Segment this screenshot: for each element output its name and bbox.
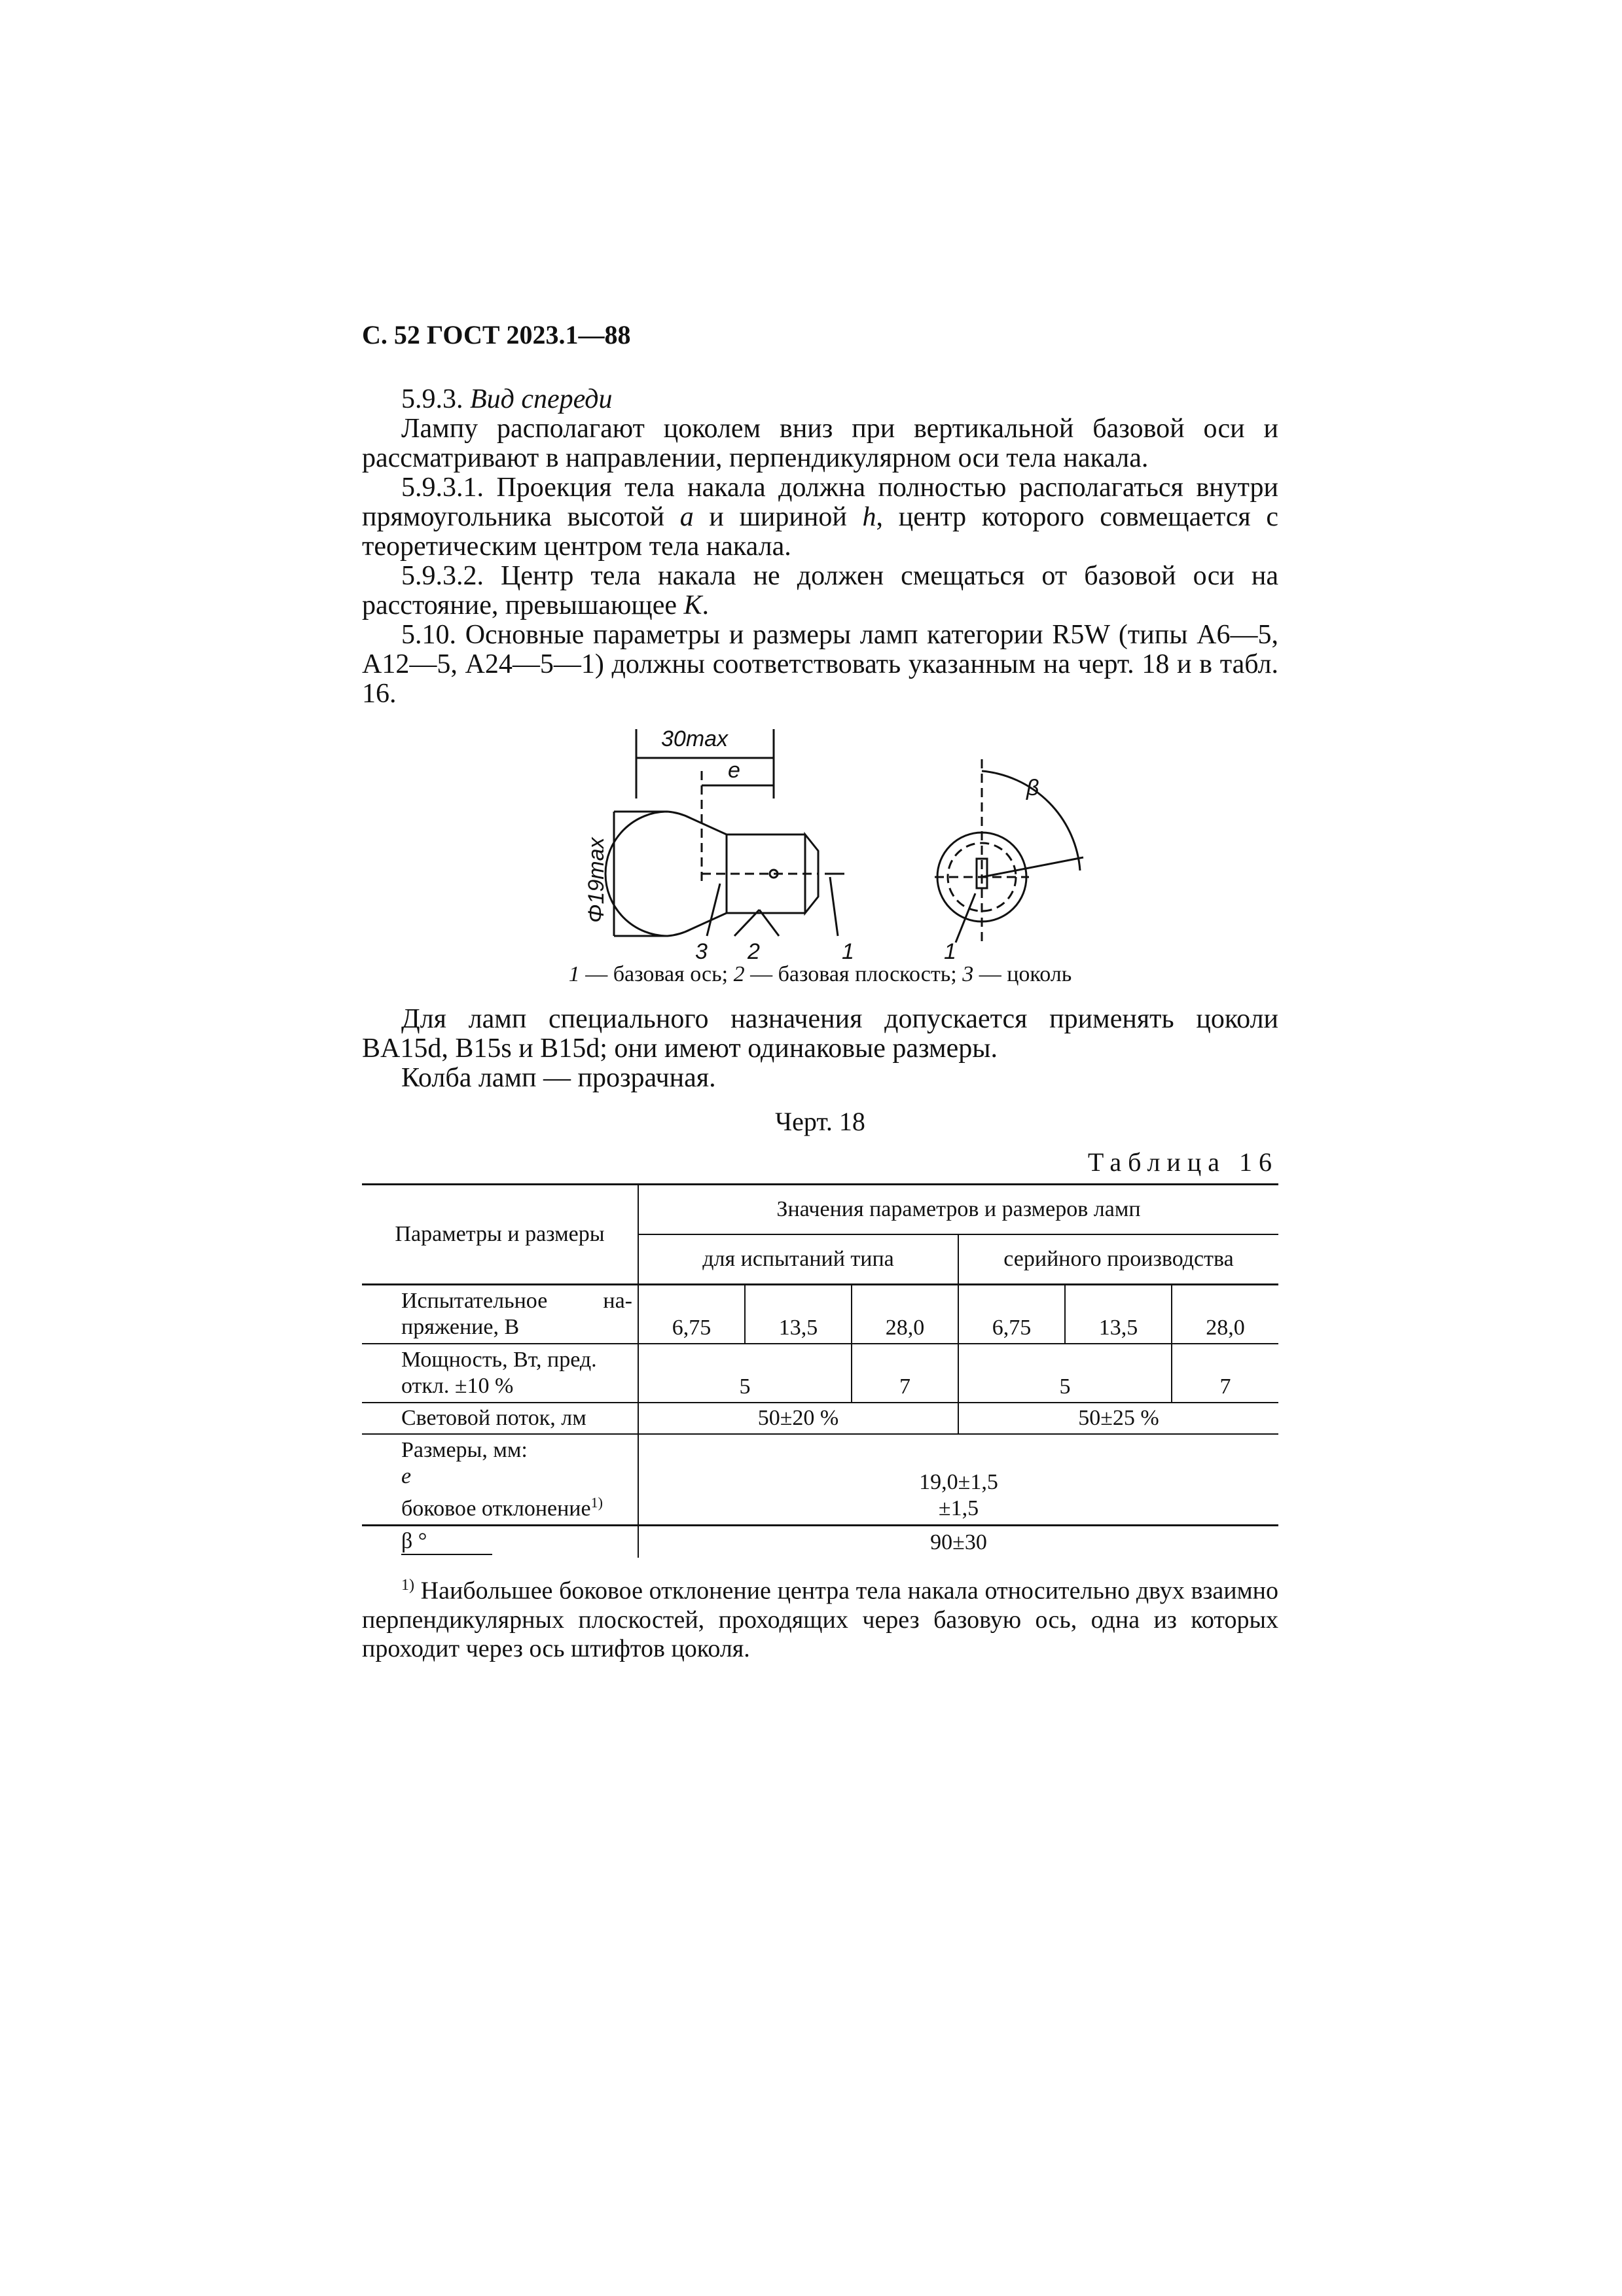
leader-line	[830, 877, 838, 936]
header-values: Значения параметров и размеров ламп	[638, 1185, 1278, 1235]
table-row: Испытательное на- пряжение, В 6,75 13,5 28,0 6,75 13,5 28,0	[362, 1285, 1278, 1344]
parameters-table	[362, 1183, 1278, 1558]
paragraph: Для ламп специального назначения допускается применять цоколи BA15d, B15s и B15d; они имеют одинаковые размеры.	[362, 1004, 1278, 1064]
table-row: Мощность, Вт, пред. откл. ±10 % 5 7 5 7	[362, 1344, 1278, 1403]
label-1: 1	[842, 939, 854, 964]
header-serial: серийного производства	[1003, 1247, 1234, 1271]
label-1-front: 1	[944, 939, 956, 964]
beta-line	[982, 857, 1083, 877]
header-type: для испытаний типа	[638, 1234, 958, 1285]
beta-label: β	[1026, 776, 1039, 800]
paragraph: 5.9.3.1. Проекция тела накала должна полностью располагаться внутри прямоугольника высотой a и шириной h, центр которого совмещается с теоретическим центром тела накала.	[362, 473, 1279, 562]
table-row: Размеры, мм: e боковое отклонение$^{1)}$ 19,0±1,5 ±1,5	[362, 1434, 1278, 1526]
dim-phi-label: Φ19max	[584, 837, 609, 923]
section-heading: 5.9.3. Вид спереди	[401, 384, 613, 414]
main-text	[362, 385, 1278, 709]
label-2: 2	[748, 939, 760, 964]
lamp-drawing	[563, 720, 1139, 969]
dim-e-label: e	[728, 758, 740, 783]
page-header: С. 52 ГОСТ 2023.1—88	[362, 320, 631, 350]
after-figure-text	[362, 1005, 1278, 1093]
footnote: $^{1)}$ Наибольшее боковое отклонение центра тела накала относительно двух взаимно перпендикулярных плоскостей, проходящих через базовую ось, одна из которых проходит через ось штифтов цоколя.	[362, 1577, 1278, 1662]
header-param: Параметры и размеры	[362, 1185, 638, 1285]
paragraph: Колба ламп — прозрачная.	[401, 1063, 716, 1093]
paragraph: 5.10. Основные параметры и размеры ламп категории R5W (типы А6—5, А12—5, А24—5—1) должны соответствовать указанным на черт. 18 и в табл. 16.	[362, 620, 1278, 709]
table-row: Световой поток, лм 50±20 % 50±25 %	[362, 1403, 1278, 1434]
dim-30-label: 30max	[661, 726, 729, 751]
figure-label: Черт. 18	[775, 1107, 865, 1136]
table-title: Таблица 16	[1087, 1147, 1278, 1177]
paragraph: Лампу располагают цоколем вниз при вертикальной базовой оси и рассматривают в направлении, перпендикулярном оси тела накала.	[362, 414, 1278, 473]
table-row: β ° 90±30	[362, 1526, 1278, 1558]
paragraph: 5.9.3.2. Центр тела накала не должен смещаться от базовой оси на расстояние, превышающее K.	[362, 561, 1278, 620]
leader-line	[707, 884, 720, 936]
figure-caption: 1 — базовая ось; 2 — базовая плоскость; 3 — цоколь	[568, 962, 1072, 986]
label-3: 3	[695, 939, 708, 964]
